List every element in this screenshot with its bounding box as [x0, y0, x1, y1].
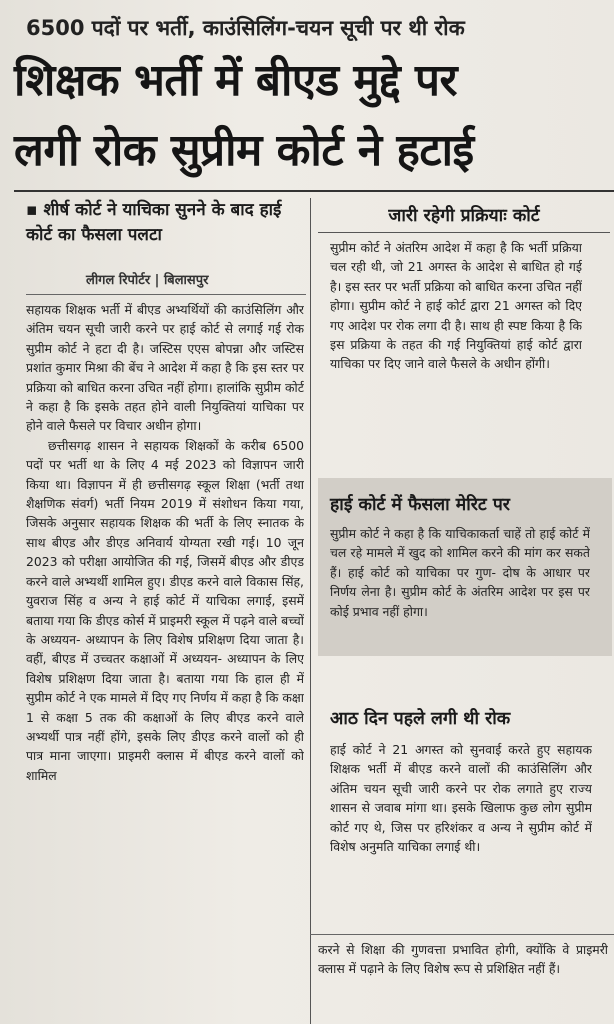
- byline-divider: [26, 294, 306, 295]
- continuation-text: करने से शिक्षा की गुणवत्ता प्रभावित होगी, क्योंकि वे प्राइमरी क्लास में पढ़ाने के लिए विशेष रूप से प्रशिक्षित नहीं हैं।: [318, 942, 608, 977]
- headline-line-1: शिक्षक भर्ती में बीएड मुद्दे पर: [14, 55, 457, 106]
- byline: लीगल रिपोर्टर | बिलासपुर: [86, 273, 209, 288]
- section-2-body: सुप्रीम कोर्ट ने कहा है कि याचिकाकर्ता चाहें तो हाई कोर्ट में चल रहे मामले में खुद को शामिल करने की मांग कर सकते हैं। हाई कोर्ट को याचिका पर गुण- दोष के आधार पर निर्णय लेना है। सुप्रीम कोर्ट के अंतरिम आदेश पर इस पर कोई प्रभाव नहीं होगा।: [330, 526, 590, 619]
- column-divider: [310, 198, 311, 1024]
- left-column-body: [26, 300, 304, 1020]
- section-3-body: हाई कोर्ट ने 21 अगस्त को सुनवाई करते हुए सहायक शिक्षक भर्ती में बीएड करने वालों की काउंसिलिंग और अंतिम चयन सूची जारी करने पर रोक लगाते हुए राज्य शासन से जवाब मांगा था। इसके खिलाफ कुछ लोग सुप्रीम कोर्ट गए थे, जिस पर हरिशंकर व अन्य ने सुप्रीम कोर्ट में विशेष अनुमति याचिका लगाई थी।: [330, 742, 592, 855]
- section-1-divider: [318, 232, 610, 233]
- headline-line-2: लगी रोक सुप्रीम कोर्ट ने हटाई: [14, 125, 474, 176]
- left-paragraph-2: छत्तीसगढ़ शासन ने सहायक शिक्षकों के करीब 6500 पदों पर भर्ती था के लिए 4 मई 2023 को विज्ञापन जारी किया था। विज्ञापन में ही छत्तीसगढ़ स्कूल शिक्षा (भर्ती तथा शैक्षणिक संवर्ग) भर्ती नियम 2019 में संशोधन किया गया, जिसके अनुसार सहायक शिक्षक की भर्ती के लिए स्नातक के साथ बीएड और डीएड अनिवार्य योग्यता रखी गई। 10 जून 2023 को परीक्षा आयोजित की गई, जिसमें बीएड और डीएड करने वाले अभ्यर्थी शामिल हुए। डीएड करने वाले विकास सिंह, युवराज सिंह व अन्य ने हाई कोर्ट में याचिका लगाई, इसमें बताया गया कि डीएड कोर्स में प्राइमरी स्कूल में पढ़ने वाले बच्चों के अध्ययन- अध्यापन के लिए विशेष प्रशिक्षण दिया जाता है। वहीं, बीएड में उच्चतर कक्षाओं में अध्ययन- अध्यापन के लिए विशेष प्रशिक्षण दिया जाता है। बताया गया कि हाल ही में सुप्रीम कोर्ट ने एक मामले में दिए गए निर्णय में कहा है कि कक्षा 1 से कक्षा 5 तक की कक्षाओं के लिए बीएड करने वाले अभ्यर्थी पात्र नहीं होंगे, इसके लिए डीएड करने वालों को ही पात्र माना जाएगा। प्राइमरी क्लास में बीएड करने वालों को शामिल: [26, 437, 304, 783]
- headline-divider: [14, 190, 614, 192]
- left-paragraph-1: सहायक शिक्षक भर्ती में बीएड अभ्यर्थियों की काउंसिलिंग और अंतिम चयन सूची जारी करने पर हाई कोर्ट से लगाई गई रोक सुप्रीम कोर्ट ने हटा दी है। जस्टिस एएस बोपन्ना और जस्टिस प्रशांत कुमार मिश्रा की बेंच ने आदेश में कहा है कि इस स्तर पर प्रक्रिया को बाधित करना उचित नहीं होगा। हालांकि सुप्रीम कोर्ट ने कहा है कि इसके तहत होने वाली नियुक्तियां याचिका पर होने वाले फैसले पर विचार अधीन होगा।: [26, 302, 304, 434]
- continuation-divider: [310, 934, 614, 935]
- section-3-title: आठ दिन पहले लगी थी रोक: [330, 709, 511, 729]
- subheading: ▪ शीर्ष कोर्ट ने याचिका सुनने के बाद हाई कोर्ट का फैसला पलटा: [26, 200, 282, 245]
- section-2-title: हाई कोर्ट में फैसला मेरिट पर: [330, 495, 510, 515]
- kicker-line: 6500 पदों पर भर्ती, काउंसिलिंग-चयन सूची पर थी रोक: [26, 16, 465, 40]
- section-1-body: सुप्रीम कोर्ट ने अंतरिम आदेश में कहा है कि भर्ती प्रक्रिया चल रही थी, जो 21 अगस्त के आदेश से बाधित हो गई है। इस स्तर पर भर्ती प्रक्रिया को बाधित करना उचित नहीं होगा। सुप्रीम कोर्ट ने हाई कोर्ट द्वारा 21 अगस्त को दिए गए आदेश पर रोक लगा दी है। साथ ही स्पष्ट किया है कि इस प्रक्रिया के तहत की गई नियुक्तियां हाई कोर्ट द्वारा याचिका पर दिए जाने वाले फैसले के अधीन होंगी।: [330, 240, 582, 372]
- section-1-title: जारी रहेगी प्रक्रियाः कोर्ट: [388, 206, 540, 226]
